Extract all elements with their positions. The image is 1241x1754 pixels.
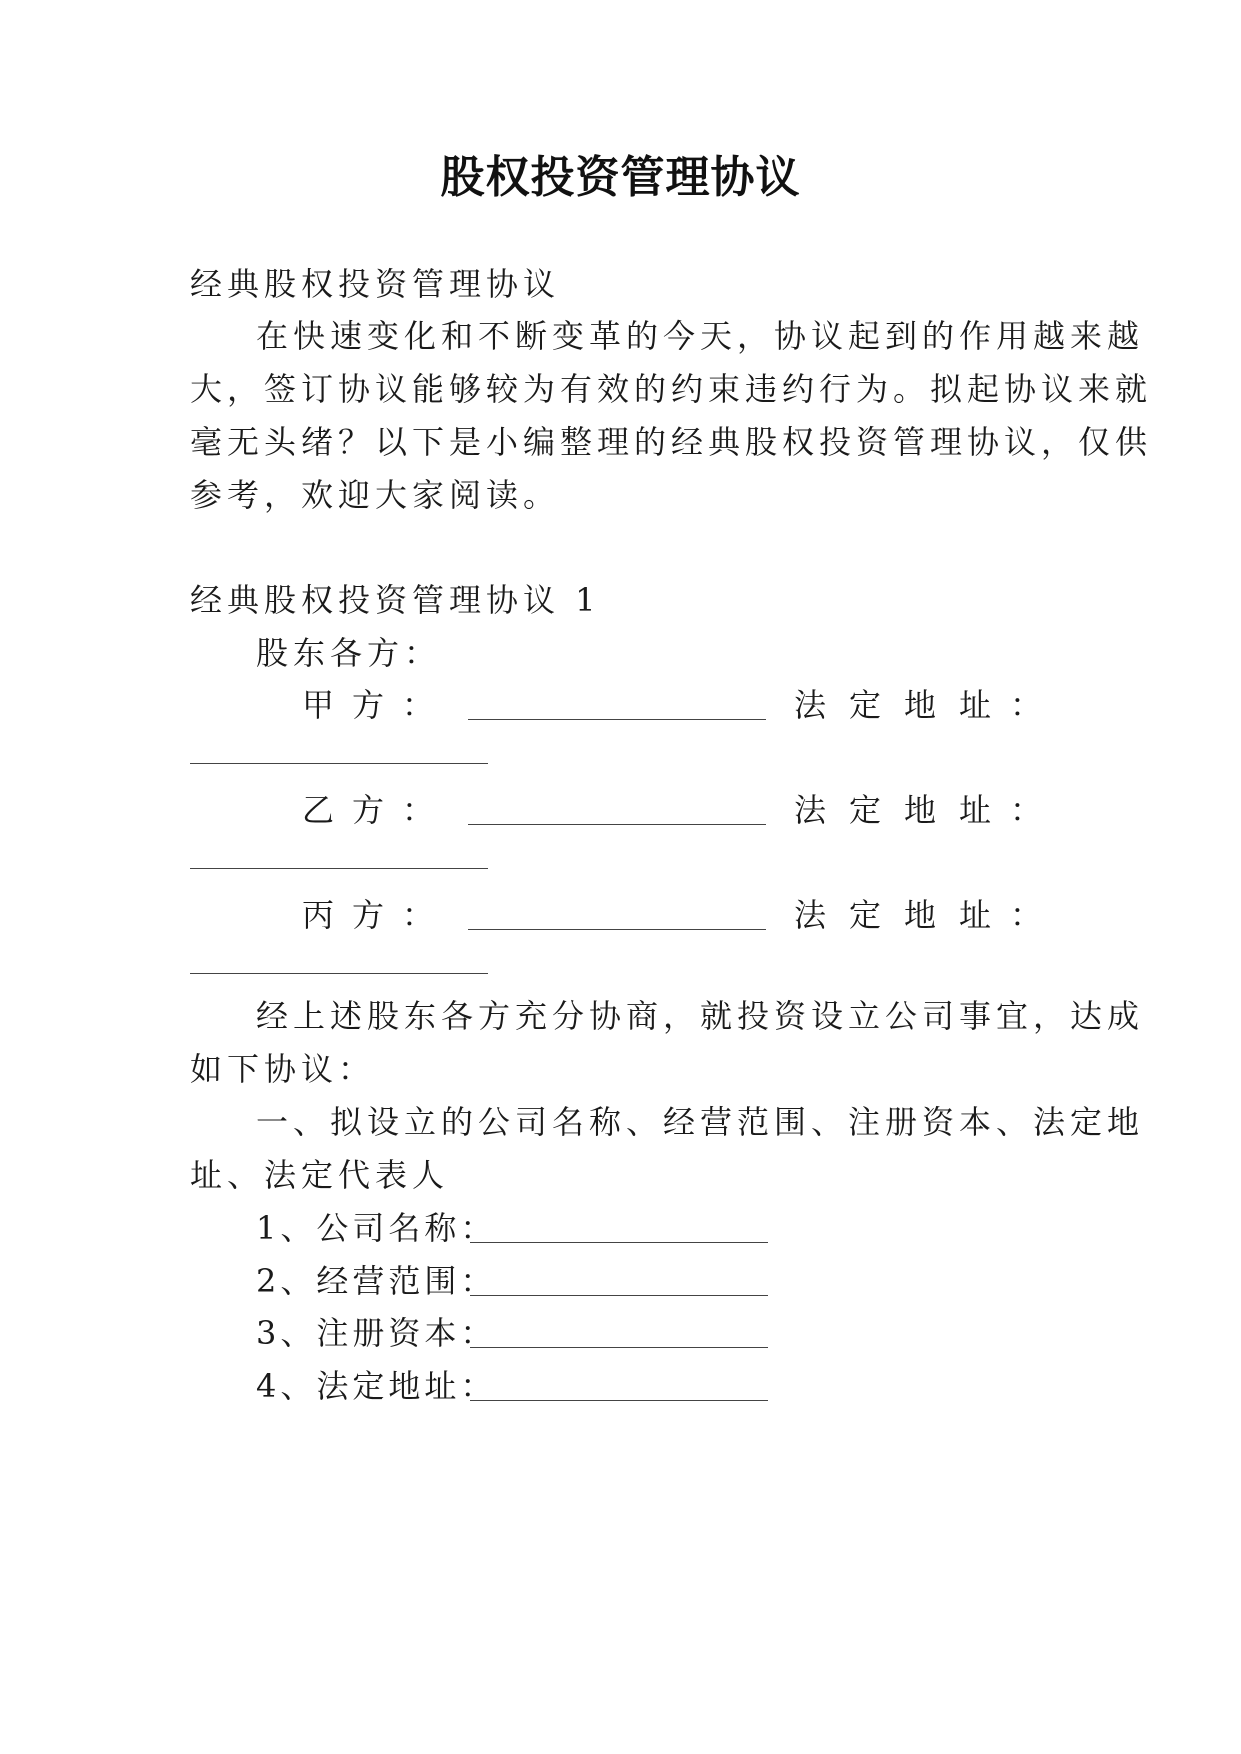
legal-address-field	[256, 1366, 496, 1406]
party-row-b	[190, 790, 1050, 830]
party-name-blank[interactable]	[468, 929, 766, 930]
party-name: 乙方：	[302, 791, 453, 829]
address-colon: ：	[1009, 896, 1042, 934]
address-blank[interactable]	[190, 973, 488, 974]
field-label: 2、经营范围：	[256, 1262, 497, 1300]
address-blank[interactable]	[190, 868, 488, 869]
field-blank[interactable]	[470, 1347, 768, 1348]
agreement-line: 经上述股东各方充分协商，就投资设立公司事宜，达成	[256, 997, 1145, 1035]
party-name: 丙方：	[302, 896, 453, 934]
intro-line: 大，签订协议能够较为有效的约束违约行为。拟起协议来就	[190, 370, 1153, 408]
section-title: 经典股权投资管理协议 1	[190, 581, 601, 619]
registered-capital-field	[256, 1313, 496, 1353]
address-colon: ：	[1009, 686, 1042, 724]
address-label: 法定地址	[794, 791, 1015, 829]
party-row-c	[190, 895, 1050, 935]
intro-line: 毫无头绪？以下是小编整理的经典股权投资管理协议，仅供	[190, 423, 1153, 461]
field-label: 4、法定地址：	[256, 1367, 497, 1405]
field-blank[interactable]	[470, 1295, 768, 1296]
clause-heading-line: 一、拟设立的公司名称、经营范围、注册资本、法定地	[256, 1103, 1145, 1141]
address-label: 法定地址	[794, 896, 1015, 934]
document-subtitle: 经典股权投资管理协议	[190, 265, 561, 303]
address-blank[interactable]	[190, 763, 488, 764]
address-label: 法定地址	[794, 686, 1015, 724]
document-title: 股权投资管理协议	[440, 152, 801, 203]
company-name-field	[256, 1208, 496, 1248]
field-blank[interactable]	[470, 1242, 768, 1243]
address-colon: ：	[1009, 791, 1042, 829]
party-name-blank[interactable]	[468, 719, 766, 720]
clause-heading-line: 址、法定代表人	[190, 1156, 450, 1194]
party-name-blank[interactable]	[468, 824, 766, 825]
field-label: 3、注册资本：	[256, 1314, 497, 1352]
field-label: 1、公司名称：	[256, 1209, 497, 1247]
intro-line: 在快速变化和不断变革的今天，协议起到的作用越来越	[256, 317, 1145, 355]
agreement-line: 如下协议：	[190, 1050, 376, 1088]
party-row-a	[190, 685, 1050, 725]
intro-line: 参考，欢迎大家阅读。	[190, 476, 561, 514]
party-name: 甲方：	[302, 686, 453, 724]
shareholders-label: 股东各方：	[256, 634, 442, 672]
field-blank[interactable]	[470, 1400, 768, 1401]
business-scope-field	[256, 1261, 496, 1301]
